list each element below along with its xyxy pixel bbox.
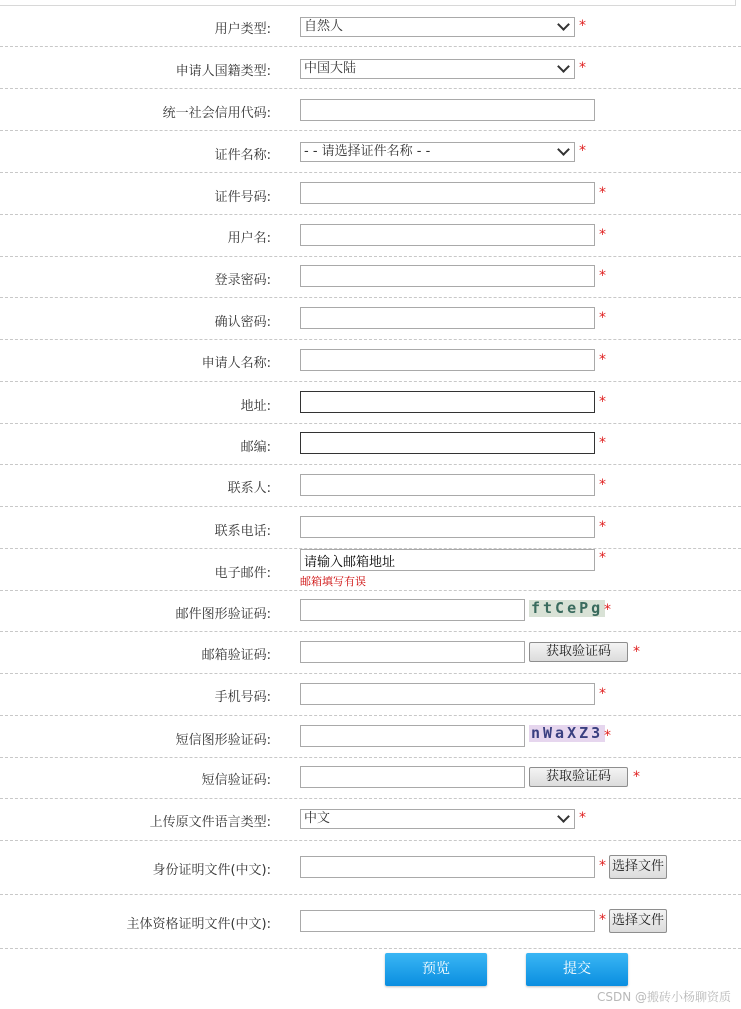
username-input[interactable] — [300, 224, 595, 246]
credit-code-input[interactable] — [300, 99, 595, 121]
row-address — [0, 382, 741, 424]
id-name-label: 证件名称: — [214, 148, 271, 163]
row-email — [0, 549, 741, 591]
email-captcha-label: 邮件图形验证码: — [175, 607, 271, 622]
sms-code-input[interactable] — [300, 766, 525, 788]
email-code-input[interactable] — [300, 641, 525, 663]
required-mark: * — [599, 550, 606, 566]
row-id-doc — [0, 841, 741, 895]
email-input[interactable] — [300, 549, 595, 571]
required-mark: * — [599, 227, 606, 243]
mobile-input[interactable] — [300, 683, 595, 705]
phone-label: 联系电话: — [214, 524, 271, 539]
required-mark: * — [579, 18, 586, 34]
row-sms-captcha — [0, 716, 741, 758]
credit-code-label: 统一社会信用代码: — [162, 106, 271, 121]
get-sms-code-button[interactable]: 获取验证码 — [529, 767, 628, 787]
row-postcode — [0, 424, 741, 465]
required-mark: * — [599, 435, 606, 451]
sms-captcha-label: 短信图形验证码: — [175, 733, 271, 748]
id-name-select[interactable] — [300, 142, 575, 162]
choose-id-doc-button[interactable]: 选择文件 — [609, 855, 667, 879]
nationality-type-select[interactable] — [300, 59, 575, 79]
chevron-down-icon — [557, 810, 571, 828]
postcode-input[interactable] — [300, 432, 595, 454]
row-email-captcha — [0, 591, 741, 632]
preview-button[interactable]: 预览 — [385, 953, 487, 986]
row-doc-language — [0, 799, 741, 841]
phone-input[interactable] — [300, 516, 595, 538]
required-mark: * — [579, 810, 586, 826]
user-type-value: 自然人 — [304, 19, 344, 34]
applicant-name-label: 申请人名称: — [201, 356, 271, 371]
required-mark: * — [599, 352, 606, 368]
row-phone — [0, 507, 741, 549]
row-mobile — [0, 674, 741, 716]
username-label: 用户名: — [227, 231, 271, 246]
address-label: 地址: — [240, 399, 271, 414]
user-type-select[interactable] — [300, 17, 575, 37]
sms-code-label: 短信验证码: — [201, 773, 271, 788]
row-contact — [0, 465, 741, 507]
required-mark: * — [599, 912, 606, 928]
sms-captcha-image[interactable]: nWaXZ3 — [531, 724, 604, 742]
confirm-password-input[interactable] — [300, 307, 595, 329]
mobile-label: 手机号码: — [214, 690, 271, 705]
required-mark: * — [633, 769, 640, 785]
row-credit-code — [0, 89, 741, 131]
required-mark: * — [633, 644, 640, 660]
row-username — [0, 215, 741, 257]
row-qualification-doc — [0, 895, 741, 949]
watermark: CSDN @搬砖小杨聊资质 — [596, 990, 731, 1004]
required-mark: * — [599, 686, 606, 702]
email-label: 电子邮件: — [214, 566, 271, 581]
required-mark: * — [599, 185, 606, 201]
required-mark: * — [599, 858, 606, 874]
applicant-name-input[interactable] — [300, 349, 595, 371]
doc-language-label: 上传原文件语言类型: — [149, 815, 271, 830]
password-input[interactable] — [300, 265, 595, 287]
id-name-value: - - 请选择证件名称 - - — [304, 144, 431, 159]
chevron-down-icon — [557, 143, 571, 161]
row-nationality-type — [0, 47, 741, 89]
required-mark: * — [604, 602, 611, 618]
row-password — [0, 257, 741, 298]
required-mark: * — [579, 60, 586, 76]
required-mark: * — [599, 310, 606, 326]
doc-language-value: 中文 — [304, 811, 331, 826]
required-mark: * — [599, 519, 606, 535]
required-mark: * — [579, 143, 586, 159]
email-code-label: 邮箱验证码: — [201, 648, 271, 663]
row-user-type — [0, 6, 741, 47]
contact-input[interactable] — [300, 474, 595, 496]
row-id-number — [0, 173, 741, 215]
required-mark: * — [599, 477, 606, 493]
email-captcha-image[interactable]: ftCePg — [531, 599, 604, 617]
id-doc-input[interactable] — [300, 856, 595, 878]
email-error-text: 邮箱填写有误 — [300, 575, 366, 588]
postcode-label: 邮编: — [240, 440, 271, 455]
submit-button[interactable]: 提交 — [526, 953, 628, 986]
row-applicant-name — [0, 340, 741, 382]
choose-qualification-doc-button[interactable]: 选择文件 — [609, 909, 667, 933]
address-input[interactable] — [300, 391, 595, 413]
contact-label: 联系人: — [227, 481, 271, 496]
id-doc-label: 身份证明文件(中文): — [152, 863, 271, 878]
chevron-down-icon — [557, 18, 571, 36]
nationality-type-value: 中国大陆 — [304, 61, 357, 76]
user-type-label: 用户类型: — [214, 22, 271, 37]
qualification-doc-label: 主体资格证明文件(中文): — [126, 917, 271, 932]
qualification-doc-input[interactable] — [300, 910, 595, 932]
id-number-input[interactable] — [300, 182, 595, 204]
email-captcha-input[interactable] — [300, 599, 525, 621]
id-number-label: 证件号码: — [214, 190, 271, 205]
required-mark: * — [599, 268, 606, 284]
password-label: 登录密码: — [214, 273, 271, 288]
confirm-password-label: 确认密码: — [214, 315, 271, 330]
get-email-code-button[interactable]: 获取验证码 — [529, 642, 628, 662]
row-sms-code — [0, 758, 741, 799]
row-confirm-password — [0, 298, 741, 340]
sms-captcha-input[interactable] — [300, 725, 525, 747]
required-mark: * — [604, 728, 611, 744]
row-id-name — [0, 131, 741, 173]
chevron-down-icon — [557, 60, 571, 78]
required-mark: * — [599, 394, 606, 410]
row-email-code — [0, 632, 741, 674]
nationality-type-label: 申请人国籍类型: — [175, 64, 271, 79]
doc-language-select[interactable] — [300, 809, 575, 829]
